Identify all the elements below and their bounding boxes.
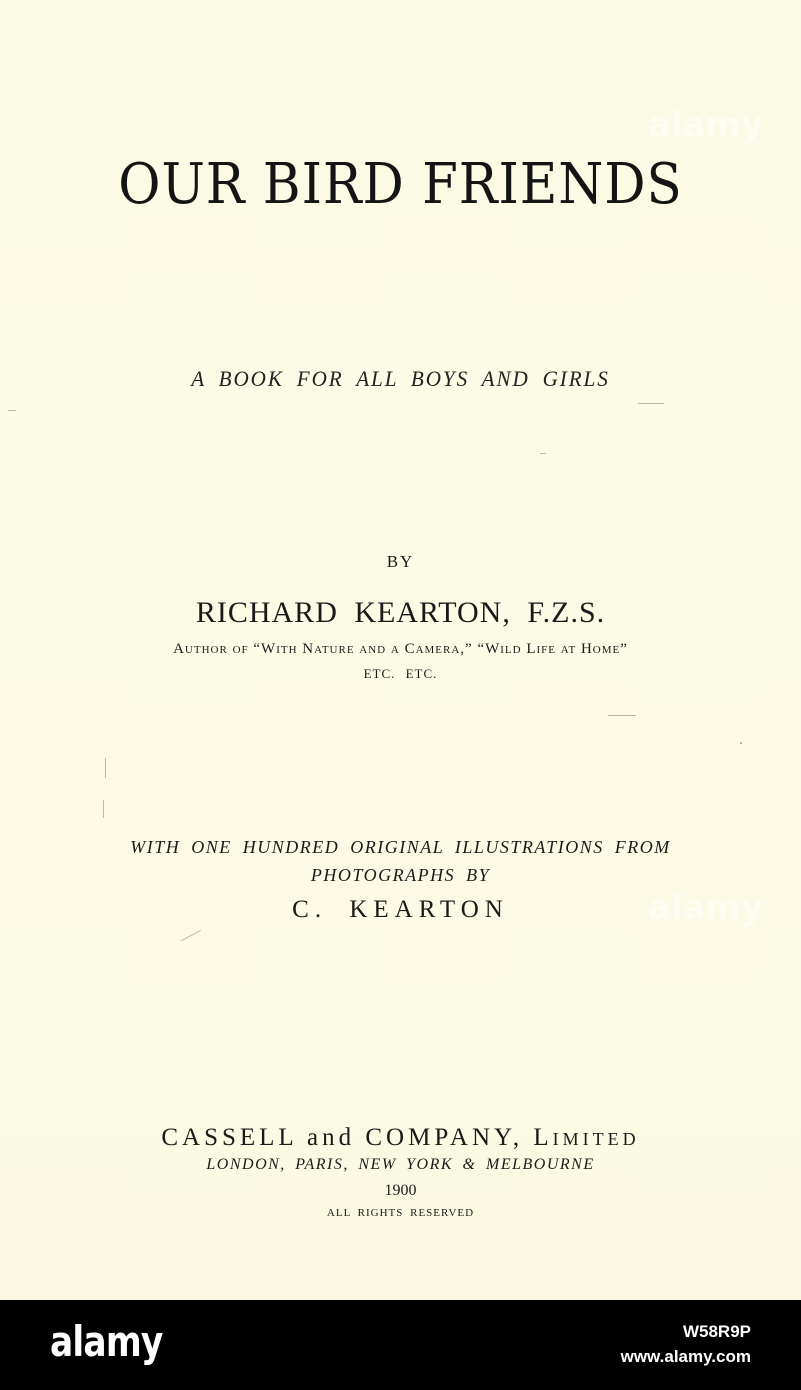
watermark-logo-top: alamy	[648, 105, 764, 145]
author-works: Author of “With Nature and a Camera,” “Wild Life at Home”	[173, 641, 628, 657]
stock-footer-bar	[0, 1300, 801, 1390]
alamy-logo: alamy	[50, 1317, 163, 1366]
site-url: www.alamy.com	[620, 1347, 751, 1366]
publisher-suffix: Limited	[533, 1124, 640, 1151]
publisher-cities: LONDON, PARIS, NEW YORK & MELBOURNE	[206, 1156, 595, 1173]
by-label: BY	[386, 552, 415, 571]
book-subtitle: A BOOK FOR ALL BOYS AND GIRLS	[191, 366, 610, 391]
publication-year: 1900	[384, 1182, 417, 1199]
author-name: RICHARD KEARTON, F.Z.S.	[195, 596, 606, 629]
illustrator-name: C. KEARTON	[292, 896, 509, 923]
illustrations-note-line2: PHOTOGRAPHS BY	[310, 865, 491, 885]
author-works-etc: ETC. ETC.	[363, 666, 438, 681]
illustrations-note-line1: WITH ONE HUNDRED ORIGINAL ILLUSTRATIONS FROM	[130, 837, 671, 857]
rights-notice: ALL RIGHTS RESERVED	[326, 1207, 475, 1219]
watermark-logo-middle: alamy	[648, 888, 764, 928]
publisher-name	[0, 1124, 801, 1152]
image-id: W58R9P	[682, 1322, 751, 1341]
book-title: OUR BIRD FRIENDS	[118, 152, 683, 217]
publisher-main: CASSELL and COMPANY,	[161, 1124, 524, 1151]
